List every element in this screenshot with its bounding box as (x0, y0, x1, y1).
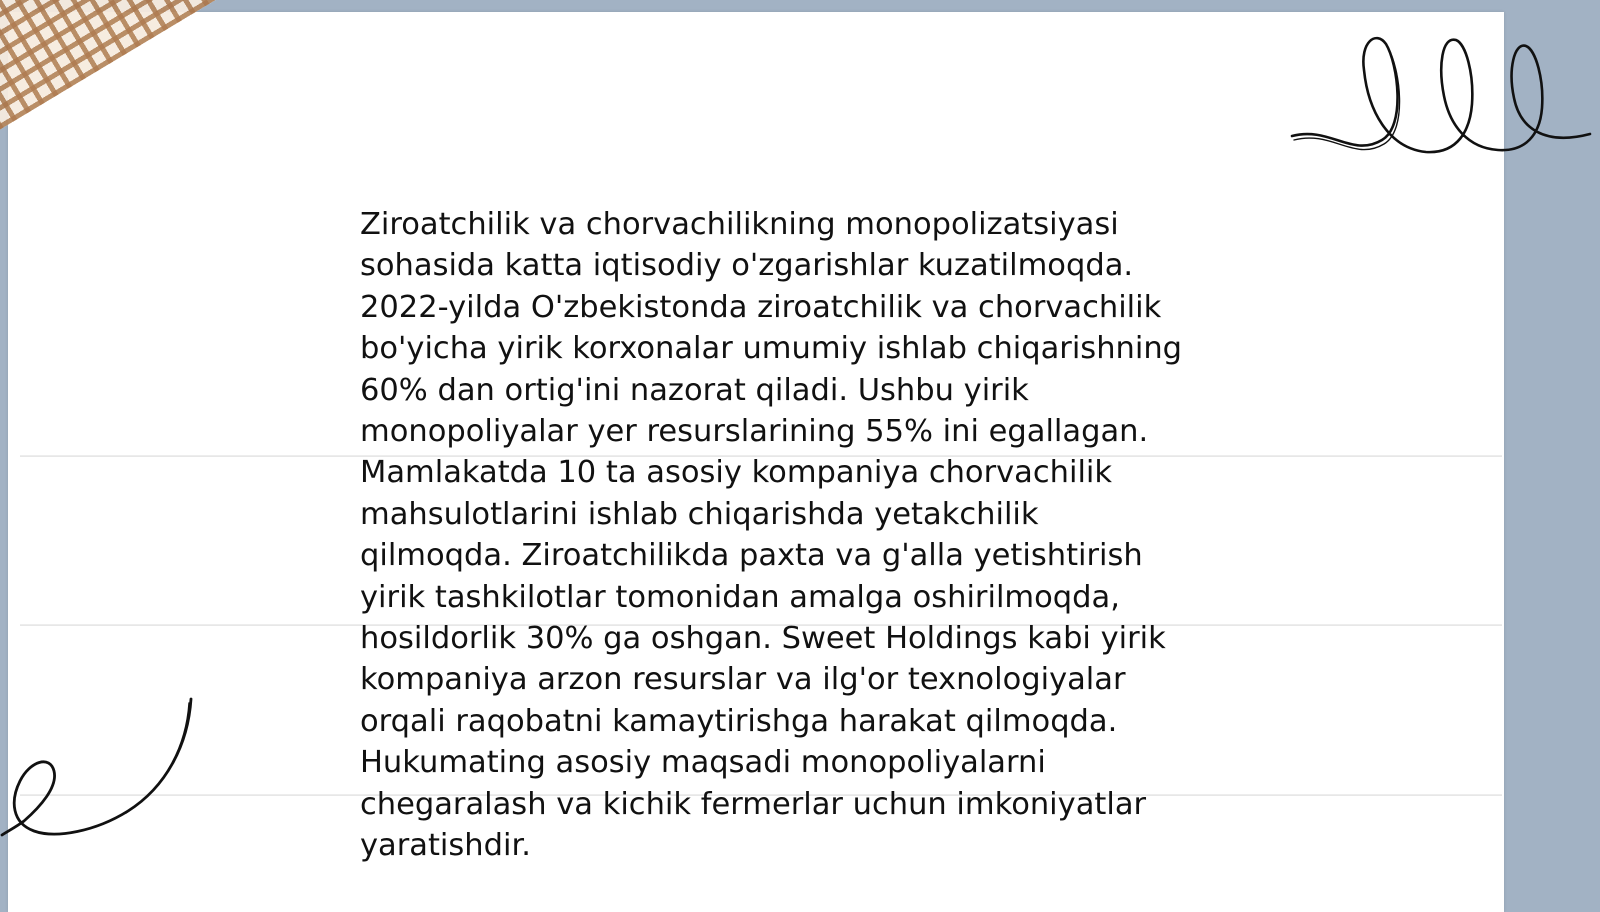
body-paragraph: Ziroatchilik va chorvachilikning monopolizatsiyasi sohasida katta iqtisodiy o'zgarishlar kuzatilmoqda. 2022-yilda O'zbekistonda ziroatchilik va chorvachilik bo'yicha yirik korxonalar umumiy ishlab chiqarishning 60% dan ortig'ini nazorat qiladi. Ushbu yirik monopoliyalar yer resurslarining 55% ini egallagan. Mamlakatda 10 ta asosiy kompaniya chorvachilik mahsulotlarini ishlab chiqarishda yetakchilik qilmoqda. Ziroatchilikda paxta va g'alla yetishtirish yirik tashkilotlar tomonidan amalga oshirilmoqda, hosildorlik 30% ga oshgan. Sweet Holdings kabi yirik kompaniya arzon resurslar va ilg'or texnologiyalar orqali raqobatni kamaytirishga harakat qilmoqda. Hukumating asosiy maqsadi monopoliyalarni chegaralash va kichik fermerlar uchun imkoniyatlar yaratishdir. (360, 207, 1183, 864)
loop-swirl-doodle-icon (1290, 30, 1600, 170)
loop-stroke-doodle-icon (0, 695, 205, 850)
